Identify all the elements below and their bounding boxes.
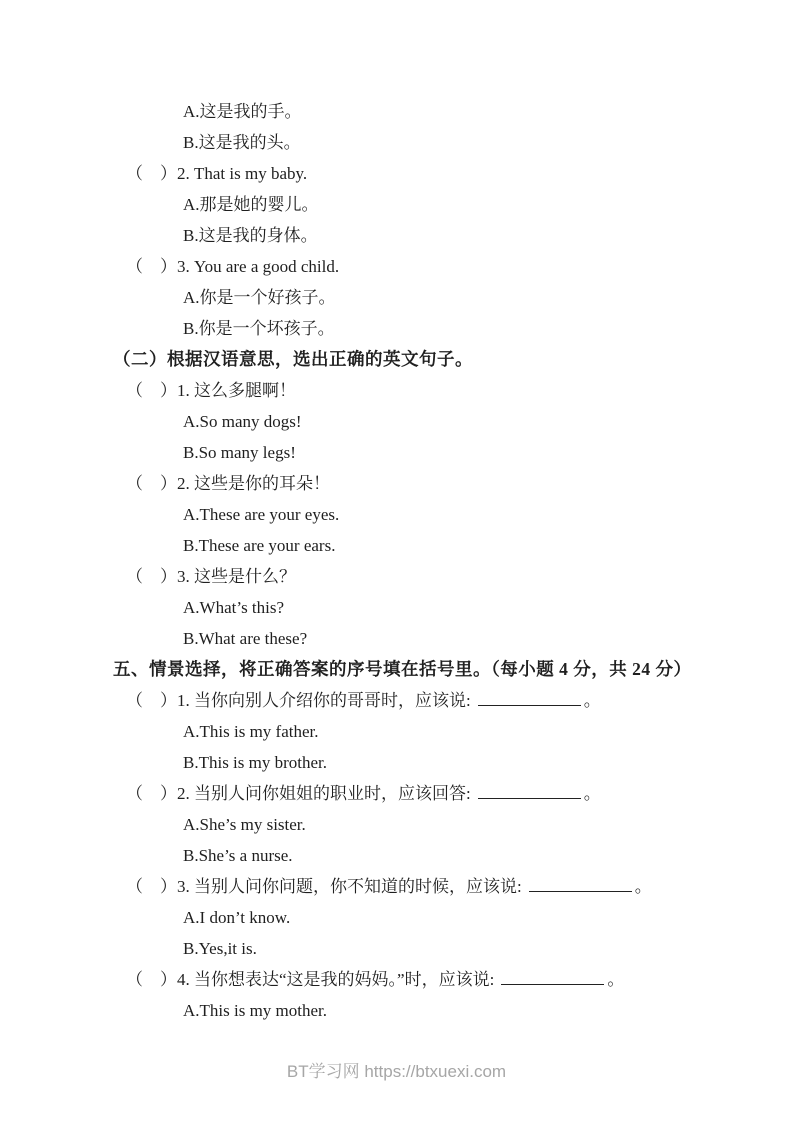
option-line [0,437,793,468]
line-text: A.这是我的手。 [183,102,302,121]
answer-blank [529,874,632,892]
line-text: B.This is my brother. [183,753,328,772]
line-text: B.这是我的头。 [183,133,301,152]
option-line [0,623,793,654]
option-line [0,530,793,561]
line-text: （ ）2. 这些是你的耳朵！ [126,474,330,493]
answer-blank [478,781,581,799]
option-line [0,189,793,220]
line-text: B.So many legs! [183,443,296,462]
question-line [0,375,793,406]
line-suffix: 。 [607,970,625,989]
option-line [0,716,793,747]
option-line [0,220,793,251]
answer-blank [478,688,581,706]
line-text: A.你是一个好孩子。 [183,288,336,307]
option-line [0,499,793,530]
line-text: （ ）4. 当你想表达“这是我的妈妈。”时，应该说: [126,970,495,989]
option-line [0,127,793,158]
line-text: （ ）3. 这些是什么？ [126,567,296,586]
question-line [0,561,793,592]
line-text: （ ）2. That is my baby. [126,164,308,183]
line-text: A.那是她的婴儿。 [183,195,319,214]
option-line [0,840,793,871]
line-text: A.She’s my sister. [183,815,306,834]
line-text: 五、情景选择，将正确答案的序号填在括号里。（每小题 4 分，共 24 分） [113,659,692,679]
line-text: （ ）1. 这么多腿啊！ [126,381,296,400]
line-suffix: 。 [583,691,601,710]
option-line [0,406,793,437]
option-line [0,747,793,778]
line-text: B.She’s a nurse. [183,846,293,865]
line-suffix: 。 [583,784,601,803]
line-text: B.What are these? [183,629,308,648]
line-text: （二）根据汉语意思，选出正确的英文句子。 [113,349,473,369]
option-line [0,282,793,313]
line-text: （ ）2. 当别人问你姐姐的职业时，应该回答: [126,784,471,803]
line-text: A.These are your eyes. [183,505,340,524]
line-text: A.I don’t know. [183,908,291,927]
answer-blank [501,967,604,985]
option-line [0,902,793,933]
line-text: A.This is my mother. [183,1001,328,1020]
option-line [0,96,793,127]
line-text: A.What’s this? [183,598,285,617]
line-suffix: 。 [634,877,652,896]
question-line [0,685,793,716]
line-text: B.Yes,it is. [183,939,257,958]
line-text: B.These are your ears. [183,536,336,555]
line-text: （ ）3. 当别人问你问题，你不知道的时候，应该说: [126,877,522,896]
question-line [0,158,793,189]
question-line [0,468,793,499]
question-line [0,964,793,995]
line-text: （ ）1. 当你向别人介绍你的哥哥时，应该说: [126,691,471,710]
option-line [0,933,793,964]
question-line [0,251,793,282]
watermark-footer [0,1058,793,1086]
section-heading [0,654,793,685]
line-text: A.So many dogs! [183,412,302,431]
question-line [0,778,793,809]
option-line [0,809,793,840]
option-line [0,592,793,623]
option-line [0,313,793,344]
question-line [0,871,793,902]
watermark-text: BT学习网 https://btxuexi.com [286,1062,507,1081]
line-text: B.你是一个坏孩子。 [183,319,335,338]
line-text: A.This is my father. [183,722,319,741]
section-heading [0,344,793,375]
line-text: （ ）3. You are a good child. [126,257,340,276]
line-text: B.这是我的身体。 [183,226,318,245]
option-line [0,995,793,1026]
